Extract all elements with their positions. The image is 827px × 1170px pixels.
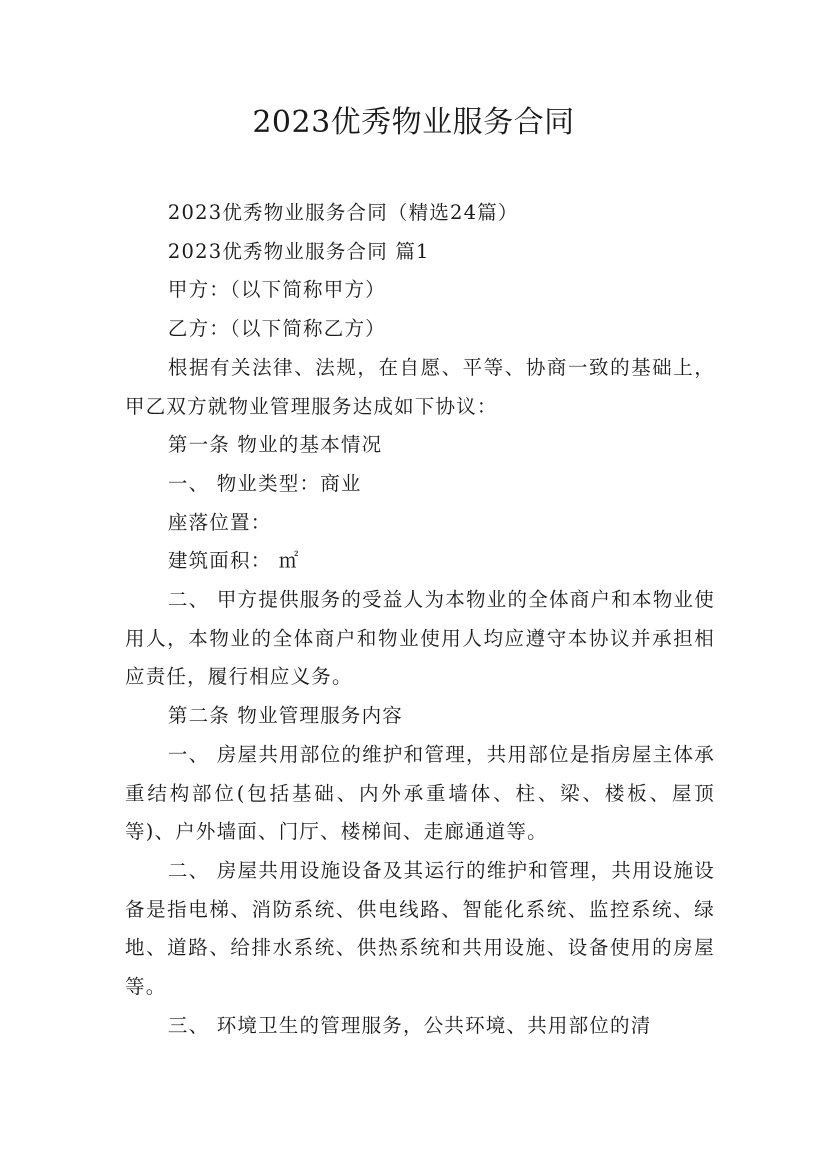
paragraph-party-a: 甲方：（以下简称甲方） xyxy=(167,278,386,302)
document-title: 2023优秀物业服务合同 xyxy=(252,105,575,140)
paragraph-preamble: 根据有关法律、法规，在自愿、平等、协商一致的基础上，甲乙双方就物业管理服务达成如下协议： xyxy=(125,355,715,418)
paragraph-common-facilities: 二、 房屋共用设施设备及其运行的维护和管理，共用设施设备是指电梯、消防系统、供电线路、智能化系统、监控系统、绿地、道路、给排水系统、供热系统和共用设施、设备使用的房屋等。 xyxy=(125,858,715,999)
paragraph-section-heading: 2023优秀物业服务合同 篇1 xyxy=(167,239,430,263)
paragraph-sanitation: 三、 环境卫生的管理服务，公共环境、共用部位的清 xyxy=(167,1013,652,1037)
paragraph-subtitle: 2023优秀物业服务合同（精选24篇） xyxy=(167,201,519,224)
paragraph-location: 座落位置： xyxy=(167,510,272,534)
paragraph-property-type: 一、 物业类型：商业 xyxy=(167,471,362,495)
paragraph-article-1-heading: 第一条 物业的基本情况 xyxy=(167,433,383,457)
paragraph-beneficiaries: 二、 甲方提供服务的受益人为本物业的全体商户和本物业使用人，本物业的全体商户和物业使用人均应遵守本协议并承担相应责任，履行相应义务。 xyxy=(125,588,715,689)
paragraph-floor-area: 建筑面积： ㎡ xyxy=(167,549,300,573)
paragraph-article-2-heading: 第二条 物业管理服务内容 xyxy=(167,704,403,728)
document-body xyxy=(125,194,715,1045)
paragraph-party-b: 乙方：（以下简称乙方） xyxy=(167,317,386,341)
paragraph-common-parts: 一、 房屋共用部位的维护和管理，共用部位是指房屋主体承重结构部位(包括基础、内外承重墙体、柱、梁、楼板、屋顶等)、户外墙面、门厅、楼梯间、走廊通道等。 xyxy=(125,742,715,844)
